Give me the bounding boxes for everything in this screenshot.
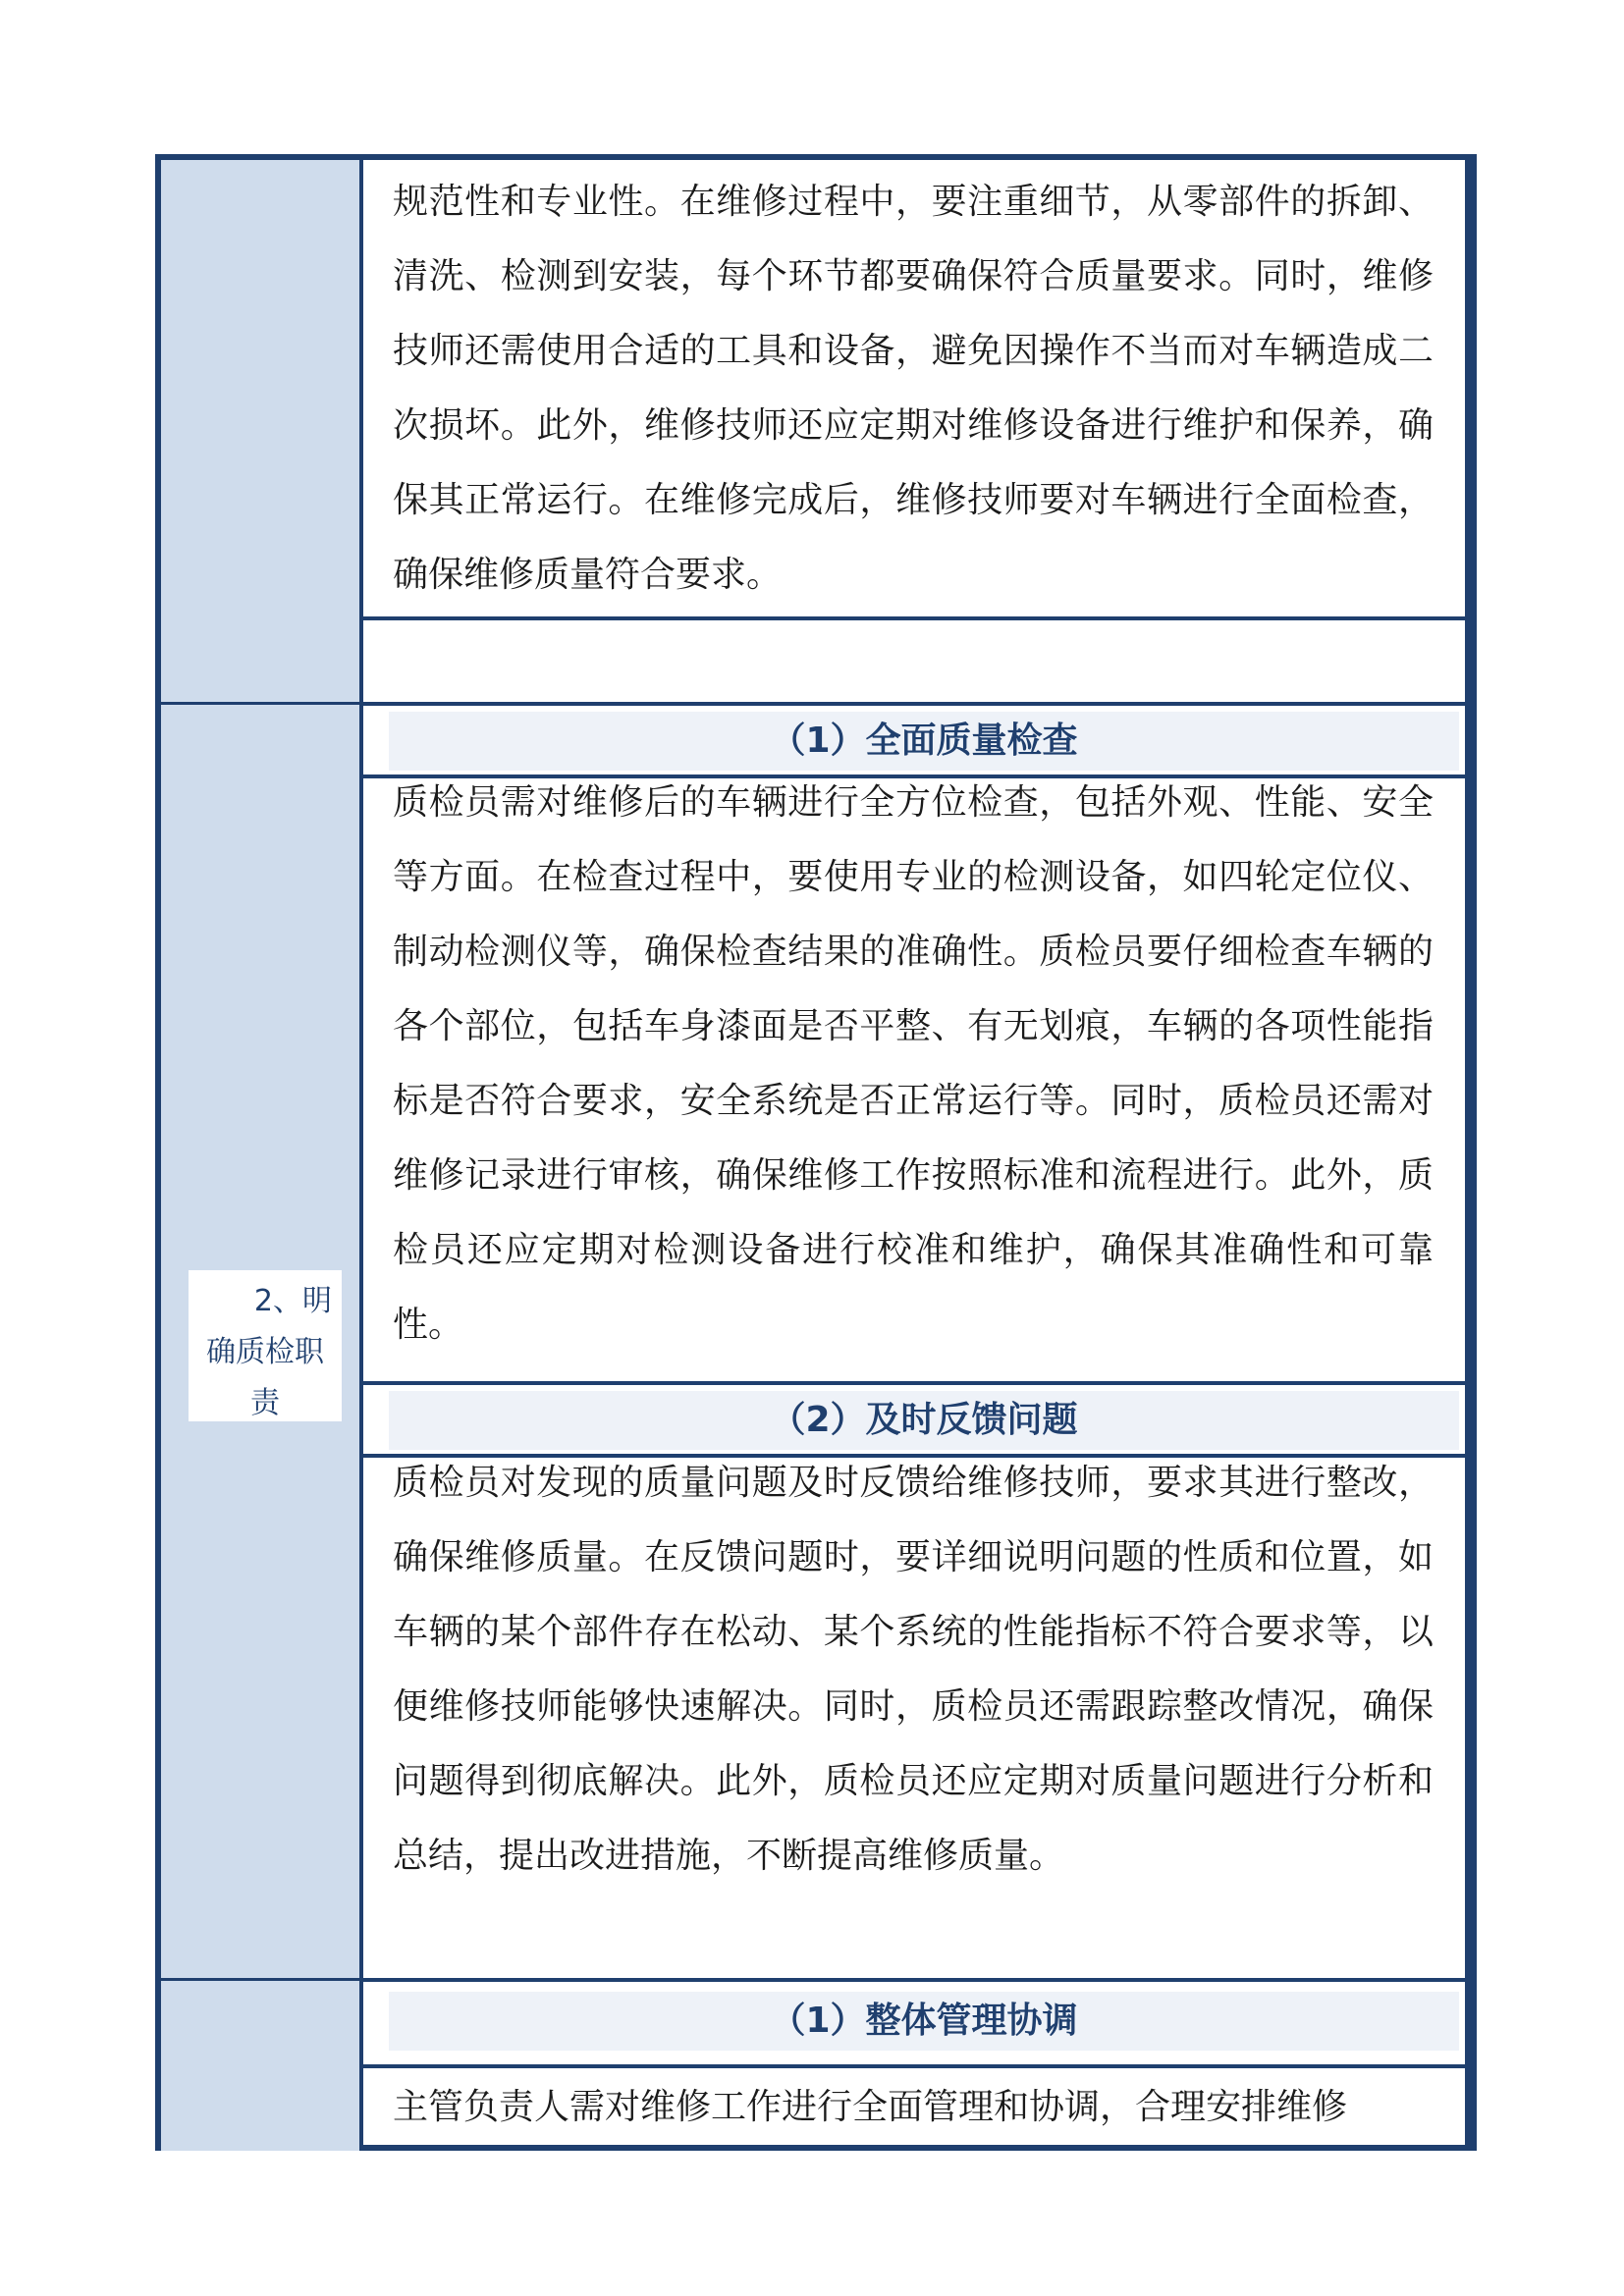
row-divider (363, 2064, 1465, 2068)
section-label (189, 1270, 342, 1421)
feedback-paragraph: 质检员对发现的质量问题及时反馈给维修技师，要求其进行整改，确保维修质量。在反馈问题时，要详细说明问题的性质和位置，如车辆的某个部件存在松动、某个系统的性能指标不符合要求等，以便维修技师能够快速解决。同时，质检员还需跟踪整改情况，确保问题得到彻底解决。此外，质检员还应定期对质量问题进行分析和总结，提出改进措施，不断提高维修质量。 (393, 1463, 1434, 1876)
feedback-heading: （2）及时反馈问题 (389, 1391, 1459, 1450)
quality-check-heading: （1）全面质量检查 (389, 712, 1459, 771)
section-label-line2: 确质检职 (206, 1335, 324, 1369)
row-divider (363, 1978, 1465, 1982)
left-cell-top (161, 160, 359, 702)
left-cell-management (161, 1981, 359, 2151)
management-paragraph: 主管负责人需对维修工作进行全面管理和协调，合理安排维修 (393, 2087, 1348, 2127)
top-paragraph: 规范性和专业性。在维修过程中，要注重细节，从零部件的拆卸、清洗、检测到安装，每个环节都要确保符合质量要求。同时，维修技师还需使用合适的工具和设备，避免因操作不当而对车辆造成二次损坏。此外，维修技师还应定期对维修设备进行维护和保养，确保其正常运行。在维修完成后，维修技师要对车辆进行全面检查，确保维修质量符合要求。 (393, 182, 1434, 595)
quality-check-paragraph: 质检员需对维修后的车辆进行全方位检查，包括外观、性能、安全等方面。在检查过程中，要使用专业的检测设备，如四轮定位仪、制动检测仪等，确保检查结果的准确性。质检员要仔细检查车辆的各个部位，包括车身漆面是否平整、有无划痕，车辆的各项性能指标是否符合要求，安全系统是否正常运行等。同时，质检员还需对维修记录进行审核，确保维修工作按照标准和流程进行。此外，质检员还应定期对检测设备进行校准和维护，确保其准确性和可靠性。 (393, 782, 1434, 1345)
row-divider (363, 702, 1465, 706)
row-divider (363, 1381, 1465, 1385)
right-border (1465, 160, 1471, 2151)
section-label-line3: 责 (250, 1386, 280, 1420)
left-cell-quality (161, 705, 359, 1978)
row-divider (363, 616, 1465, 620)
section-label-line1: 2、明 (253, 1284, 332, 1318)
column-divider (359, 160, 363, 2151)
management-heading: （1）整体管理协调 (389, 1992, 1459, 2051)
document-table (155, 154, 1477, 2151)
